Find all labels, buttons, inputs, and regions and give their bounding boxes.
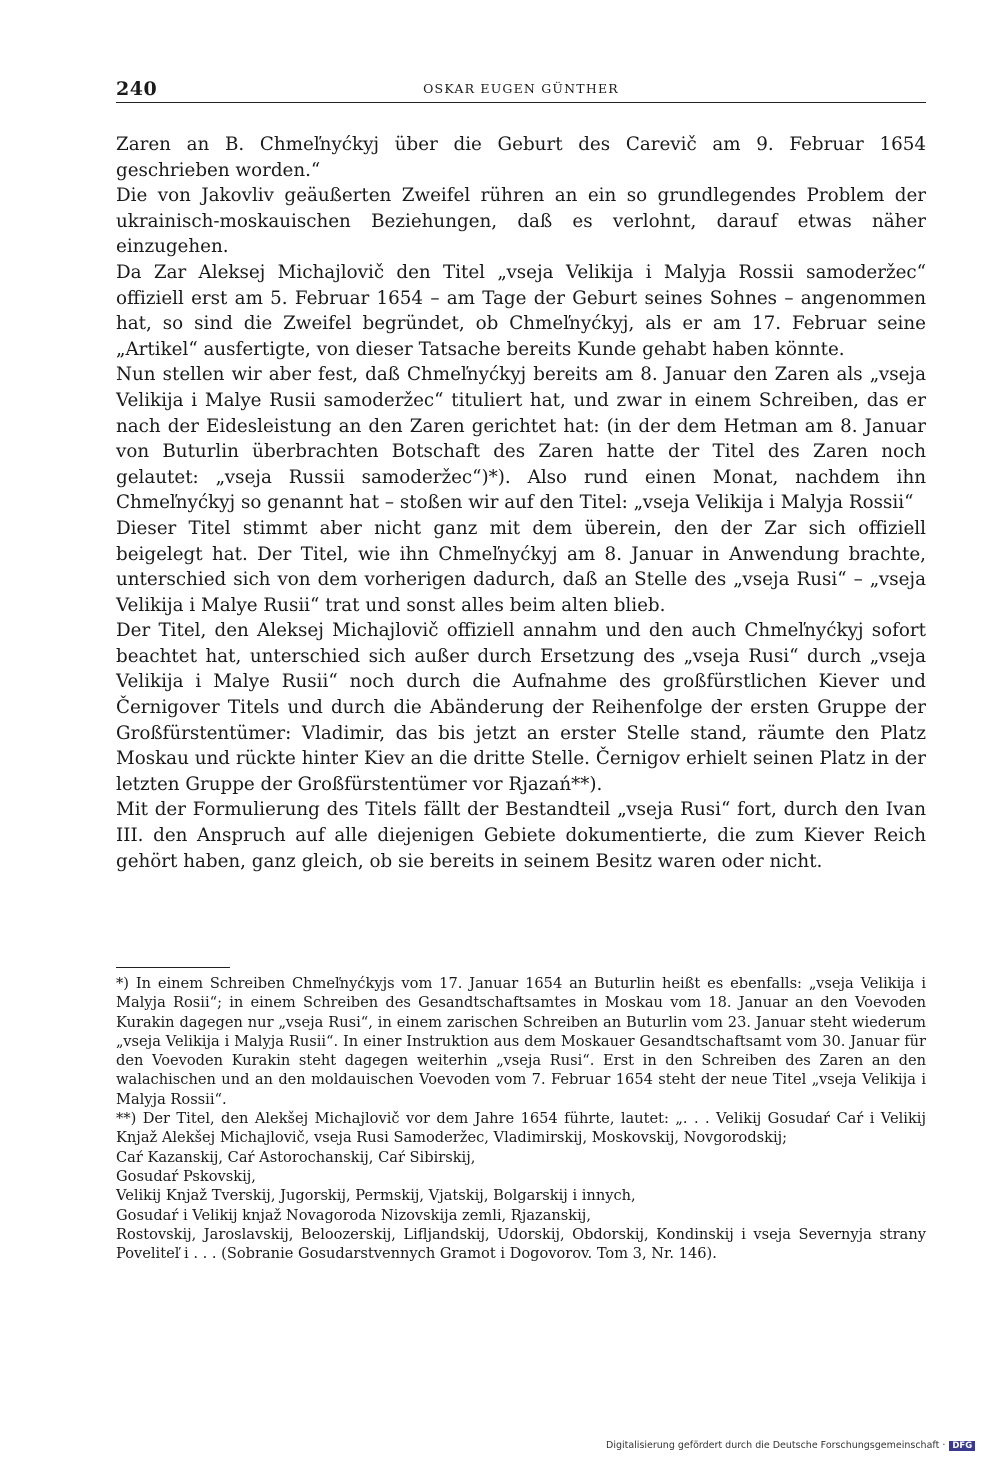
footnote-separator <box>116 967 230 968</box>
paragraph: Dieser Titel stimmt aber nicht ganz mit dem überein, den der Zar sich offiziell beigelegt hat. Der Titel, wie ihn Chmeľnyćkyj am 8. Januar in Anwendung brachte, unterschied sich von dem vorherigen dadurch, daß an Stelle des „vseja Rusi“ – „vseja Velikija i Malye Rusii“ trat und sonst alles beim alten blieb. <box>116 517 926 616</box>
footnote-2-line: Caŕ Kazanskij, Caŕ Astorochanskij, Caŕ Sibirskij, <box>116 1148 476 1166</box>
credit-text: Digitalisierung gefördert durch die Deutsche Forschungsgemeinschaft · <box>606 1440 946 1451</box>
dfg-logo: DFG <box>949 1441 975 1451</box>
digitization-credit <box>606 1440 975 1451</box>
page-number: 240 <box>116 78 158 100</box>
footnotes <box>116 974 926 1263</box>
paragraph: Der Titel, den Aleksej Michajlovič offiziell annahm und den auch Chmeľnyćkyj sofort beachtet hat, unterschied sich außer durch Ersetzung des „vseja Rusi“ durch „vseja Velikija i Malye Rusii“ noch durch die Aufnahme des großfürstlichen Kiever und Černigover Titels und durch die Abänderung der Reihenfolge der ersten Gruppe der Großfürstentümer: Vladimir, das bis jetzt an erster Stelle stand, räumte den Platz Moskau und rückte hinter Kiev an die dritte Stelle. Černigov erhielt seinen Platz in der letzten Gruppe der Großfürstentümer vor Rjazań**). <box>116 620 926 795</box>
running-head-author: OSKAR EUGEN GÜNTHER <box>423 81 619 96</box>
running-head <box>116 78 926 103</box>
body-text <box>116 132 926 874</box>
footnote-2-line: Gosudaŕ Pskovskij, <box>116 1167 256 1185</box>
paragraph: Da Zar Aleksej Michajlovič den Titel „vseja Velikija i Malyja Rossii samoderžec“ offiziell erst am 5. Februar 1654 – am Tage der Geburt seines Sohnes – angenommen hat, so sind die Zweifel begründet, ob Chmeľnyćkyj, als er am 17. Februar seine „Artikel“ ausfertigte, von dieser Tatsache bereits Kunde gehabt haben könnte. <box>116 261 926 360</box>
footnote-1: *) In einem Schreiben Chmeľnyćkyjs vom 17. Januar 1654 an Buturlin heißt es ebenfalls: „vseja Velikija i Malyja Rosii“; in einem Schreiben des Gesandtschaftsamtes in Moskau vom 18. Januar an den Voevoden Kurakin dagegen nur „vseja Rusi“, in einem zarischen Schreiben an Buturlin vom 23. Januar steht wiederum „vseja Velikija i Malyja Rusii“. In einer Instruktion aus dem Moskauer Gesandtschaftsamt vom 30. Januar für den Voevoden Kurakin steht dagegen weiterhin „vseja Rusi“. Erst in den Schreiben des Zaren an den walachischen und an den moldauischen Voevoden vom 7. Februar 1654 steht der neue Titel „vseja Velikija i Malyja Rossii“. <box>116 975 926 1108</box>
footnote-2-line: Velikij Knjaž Tverskij, Jugorskij, Permskij, Vjatskij, Bolgarskij i innych, <box>116 1187 636 1205</box>
paragraph: Mit der Formulierung des Titels fällt der Bestandteil „vseja Rusi“ fort, durch den Ivan III. den Anspruch auf alle diejenigen Gebiete dokumentierte, die zum Kiever Reich gehört haben, ganz gleich, ob sie bereits in seinem Besitz waren oder nicht. <box>116 799 926 872</box>
paragraph: Nun stellen wir aber fest, daß Chmeľnyćkyj bereits am 8. Januar den Zaren als „vseja Velikija i Malye Rusii samoderžec“ tituliert hat, und zwar in einem Schreiben, das er nach der Eidesleistung an den Zaren gerichtet hat: (in der dem Hetman am 8. Januar von Buturlin überbrachten Botschaft des Zaren hatte der Titel des Zaren noch gelautet: „vseja Russii samoderžec“)*). Also rund einen Monat, nachdem ihn Chmeľnyćkyj so genannt hat – stoßen wir auf den Titel: „vseja Velikija i Malyja Rossii“ <box>116 364 926 514</box>
footnote-2: **) Der Titel, den Alekšej Michajlovič vor dem Jahre 1654 führte, lautet: „. . . Velikij Gosudaŕ Caŕ i Velikij Knjaž Alekšej Michajlovič, vseja Rusi Samoderžec, Vladimirskij, Moskovskij, Novgorodskij; <box>116 1110 926 1147</box>
footnote-2-closing: Rostovskij, Jaroslavskij, Beloozerskij, Lifljandskij, Udorskij, Obdorskij, Kondinskij i vseja Severnyja strany Poveliteľ i . . . (Sobranie Gosudarstvennych Gramot i Dogovorov. Tom 3, Nr. 146). <box>116 1225 926 1263</box>
paragraph: Die von Jakovliv geäußerten Zweifel rühren an ein so grundlegendes Problem der ukrainisch-moskauischen Beziehungen, daß es verlohnt, darauf etwas näher einzugehen. <box>116 185 926 258</box>
paragraph: Zaren an B. Chmeľnyćkyj über die Geburt des Carevič am 9. Februar 1654 geschrieben worden.“ <box>116 134 926 181</box>
footnote-2-line: Gosudaŕ i Velikij knjaž Novagoroda Nizovskija zemli, Rjazanskij, <box>116 1206 591 1224</box>
